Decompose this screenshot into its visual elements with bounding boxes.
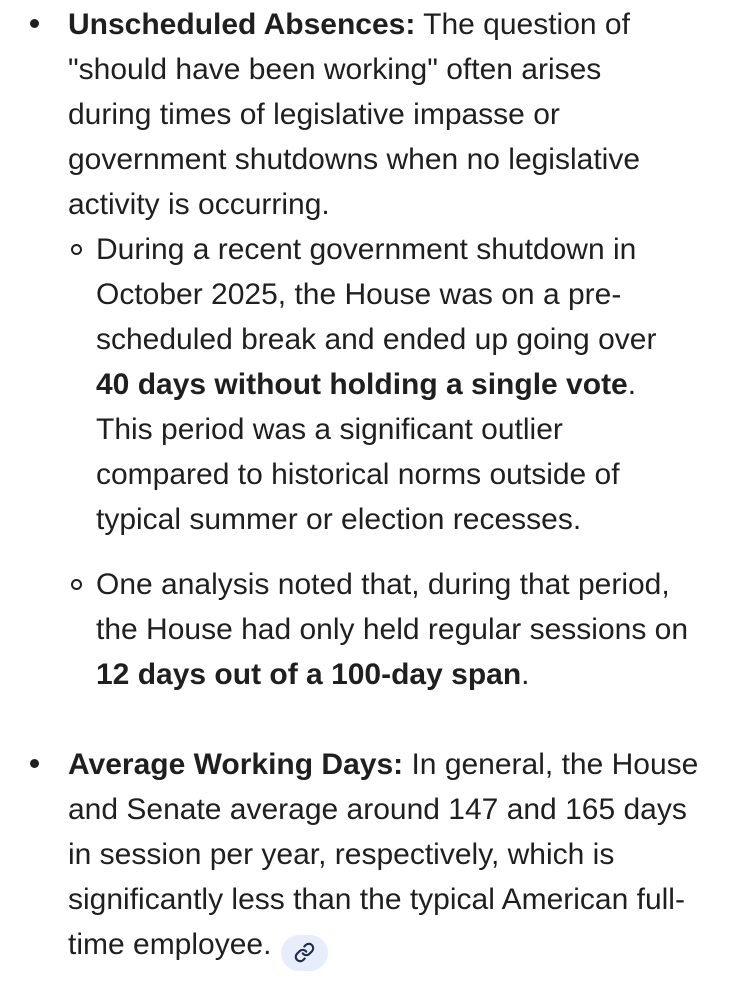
list-item-october-shutdown: [68, 227, 740, 542]
paragraph-analysis-sessions: One analysis noted that, during that period, the House had only held regular sessions on 12 days out of a 100-day span.: [96, 568, 689, 691]
list-item-unscheduled-absences: [0, 2, 740, 697]
link-icon: [294, 942, 315, 963]
bullet-icon: [30, 19, 39, 28]
bullet-list: [0, 2, 740, 971]
paragraph-text: Average Working Days: In general, the House and Senate average around 147 and 165 days in session per year, respectively, which is significantly less than the typical American full-time employee.: [68, 748, 699, 961]
paragraph-unscheduled-absences: Unscheduled Absences: The question of "should have been working" often arises during times of legislative impasse or government shutdowns when no legislative activity is occurring.: [68, 8, 641, 221]
paragraph-october-shutdown: During a recent government shutdown in October 2025, the House was on a pre-scheduled break and ended up going over 40 days without holding a single vote. This period was a significant outlier compared to historical norms outside of typical summer or election recesses.: [96, 233, 657, 536]
source-link-chip[interactable]: [281, 935, 328, 971]
list-item-analysis-sessions: [68, 562, 740, 697]
paragraph-average-working-days: [68, 742, 708, 971]
open-bullet-icon: [71, 579, 82, 590]
open-bullet-icon: [71, 244, 82, 255]
bullet-icon: [30, 759, 39, 768]
list-item-average-working-days: [0, 742, 740, 971]
sub-bullet-list: [68, 227, 740, 697]
